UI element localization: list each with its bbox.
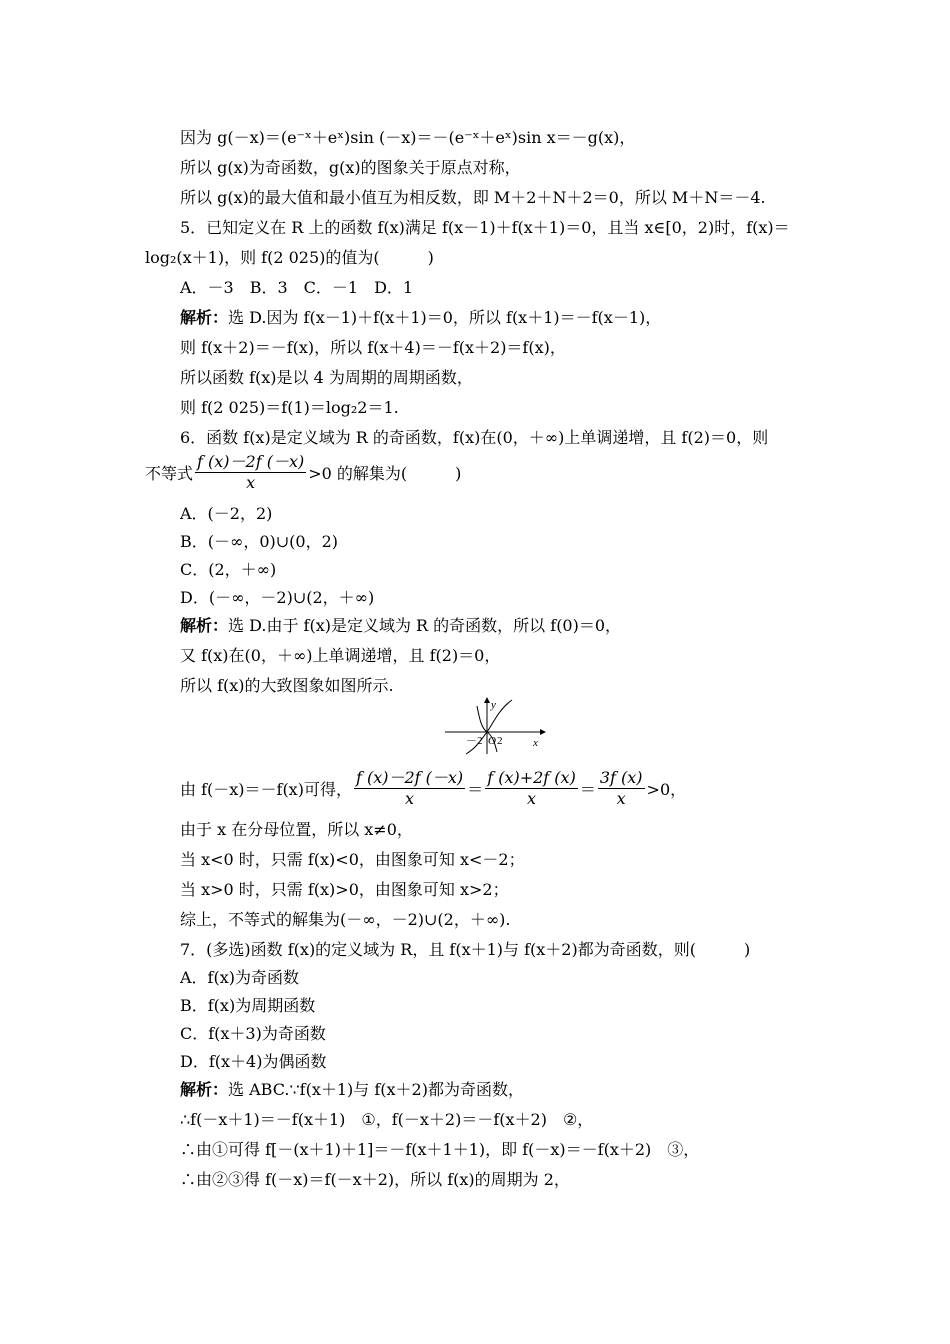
question-5: 5．已知定义在 R 上的函数 f(x)满足 f(x－1)＋f(x＋1)＝0，且当 x∈[0，2)时，f(x)＝: [180, 218, 790, 237]
derivation-line: [180, 764, 686, 812]
option-a: A．(－2，2): [180, 504, 273, 523]
text-line: 所以 g(x)的最大值和最小值互为相反数，即 M＋2＋N＋2＝0，所以 M＋N＝－4.: [180, 188, 766, 207]
text-line: ∴f(－x＋1)＝－f(x＋1) ①，f(－x＋2)＝－f(x＋2) ②，: [180, 1110, 594, 1129]
function-graph: [440, 696, 550, 756]
solution-text: 选 D.由于 f(x)是定义域为 R 的奇函数，所以 f(0)＝0，: [228, 616, 622, 635]
solution-text: 选 ABC.∵f(x＋1)与 f(x＋2)都为奇函数，: [228, 1080, 524, 1099]
text-line: 所以 f(x)的大致图象如图所示.: [180, 676, 394, 695]
solution-5: [180, 308, 661, 328]
curve-left-upper: [477, 706, 487, 732]
question-5-cont: log₂(x＋1)，则 f(2 025)的值为( ): [145, 248, 434, 267]
tick-label-origin: O: [488, 735, 496, 747]
text-line: 所以函数 f(x)是以 4 为周期的周期函数，: [180, 368, 473, 387]
question-7: 7．(多选)函数 f(x)的定义域为 R，且 f(x＋1)与 f(x＋2)都为奇函数，则( ): [180, 940, 751, 959]
text-line: 则 f(x＋2)＝－f(x)，所以 f(x＋4)＝－f(x＋2)＝f(x)，: [180, 338, 566, 357]
fraction-denominator: x: [526, 788, 537, 808]
fraction-denominator: x: [246, 472, 256, 492]
question-6-inequality: [145, 448, 461, 496]
fraction: [354, 768, 465, 809]
option-a: A．f(x)为奇函数: [180, 968, 299, 987]
text-line: ∴由②③得 f(－x)＝f(－x＋2)，所以 f(x)的周期为 2，: [180, 1170, 570, 1189]
text-line: 又 f(x)在(0，＋∞)上单调递增，且 f(2)＝0，: [180, 646, 501, 665]
text-line: 则 f(2 025)＝f(1)＝log₂2＝1.: [180, 398, 399, 417]
text-fragment: 不等式: [145, 463, 194, 483]
option-c: C．f(x＋3)为奇函数: [180, 1024, 326, 1043]
fraction: [485, 768, 578, 809]
solution-text: 选 D.因为 f(x－1)＋f(x＋1)＝0，所以 f(x＋1)＝－f(x－1)，: [228, 308, 662, 327]
fraction-numerator: 3f (x): [599, 767, 643, 787]
text-fragment: >0，: [646, 779, 687, 799]
fraction-denominator: x: [405, 788, 415, 808]
fraction: [598, 768, 645, 809]
x-axis-arrow: [540, 729, 546, 735]
question-6: 6．函数 f(x)是定义域为 R 的奇函数，f(x)在(0，＋∞)上单调递增，且 f(2)＝0，则: [180, 428, 769, 447]
tick-label-neg2: －2: [466, 735, 483, 747]
y-axis-arrow: [484, 697, 490, 703]
text-line: 由于 x 在分母位置，所以 x≠0，: [180, 820, 413, 839]
text-line: 当 x<0 时，只需 f(x)<0，由图象可知 x<－2；: [180, 850, 525, 869]
solution-label: 解析：: [180, 308, 229, 327]
text-line: 因为 g(－x)＝(e⁻ˣ＋eˣ)sin (－x)＝－(e⁻ˣ＋eˣ)sin x＝－g(x)，: [180, 128, 636, 147]
option-b: B．(－∞，0)∪(0，2): [180, 532, 339, 551]
option-d: D．f(x＋4)为偶函数: [180, 1052, 327, 1071]
y-label: y: [491, 699, 496, 711]
x-label: x: [533, 737, 538, 749]
solution-label: 解析：: [180, 616, 229, 635]
solution-6: [180, 616, 621, 636]
text-fragment: >0 的解集为( ): [308, 463, 462, 483]
option-b: B．f(x)为周期函数: [180, 996, 316, 1015]
fraction: [195, 452, 306, 493]
option-d: D．(－∞，－2)∪(2，＋∞): [180, 588, 375, 607]
question-5-options: A．－3 B．3 C．－1 D．1: [180, 278, 414, 297]
option-c: C．(2，＋∞): [180, 560, 277, 579]
solution-7: [180, 1080, 524, 1100]
text-line: 当 x>0 时，只需 f(x)>0，由图象可知 x>2；: [180, 880, 509, 899]
text-line: ∴由①可得 f[－(x＋1)＋1]＝－f(x＋1＋1)，即 f(－x)＝－f(x＋2) ③，: [180, 1140, 700, 1159]
fraction-numerator: f (x)－2f (－x): [355, 767, 464, 787]
solution-label: 解析：: [180, 1080, 229, 1099]
fraction-numerator: f (x)－2f (－x): [197, 451, 305, 471]
tick-label-2: 2: [497, 735, 503, 747]
equals-sign: ＝: [579, 779, 596, 799]
text-fragment: 由 f(－x)＝－f(x)可得，: [180, 779, 352, 799]
fraction-numerator: f (x)+2f (x): [487, 767, 576, 787]
fraction-denominator: x: [616, 788, 626, 808]
text-line: 所以 g(x)为奇函数，g(x)的图象关于原点对称，: [180, 158, 521, 177]
text-line: 综上，不等式的解集为(－∞，－2)∪(2，＋∞).: [180, 910, 511, 929]
equals-sign: ＝: [467, 779, 484, 799]
